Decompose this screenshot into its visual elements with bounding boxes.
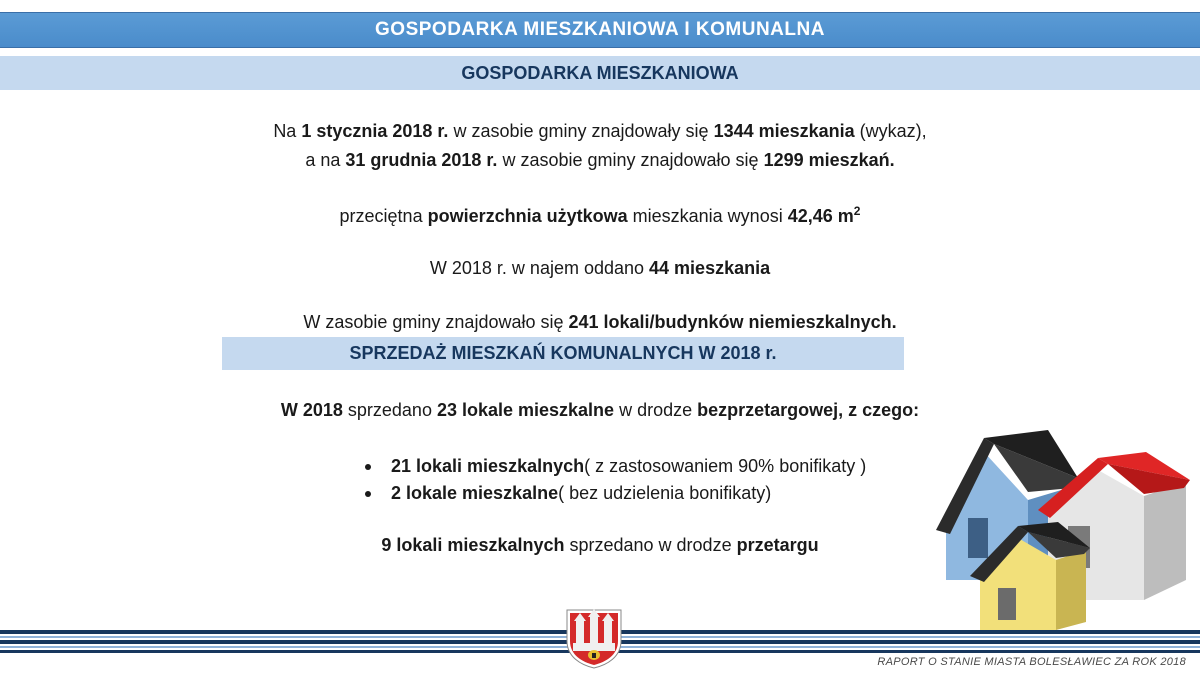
- text: mieszkania wynosi: [627, 206, 788, 226]
- area-value: 42,46 m: [787, 206, 854, 226]
- area-unit-sup: 2: [853, 204, 861, 218]
- sale-header: [222, 337, 904, 370]
- sale-year: W 2018: [280, 400, 343, 420]
- city-crest-icon: [563, 607, 625, 669]
- houses-illustration: [928, 430, 1196, 640]
- section-header: [0, 56, 1200, 90]
- tender-count: 9 lokali mieszkalnych: [381, 535, 565, 555]
- text: (wykaz),: [854, 121, 927, 141]
- sale-mode: bezprzetargowej, z czego:: [697, 400, 920, 420]
- text: w zasobie gminy znajdowało się: [497, 150, 764, 170]
- sale-intro: [0, 400, 1200, 421]
- sale-title: SPRZEDAŻ MIESZKAŃ KOMUNALNYCH W 2018 r.: [349, 343, 777, 363]
- text: w drodze: [614, 400, 698, 420]
- text: przeciętna: [339, 206, 428, 226]
- item-bold: 2 lokale mieszkalne: [391, 483, 559, 503]
- rent-count: 44 mieszkania: [649, 258, 771, 278]
- text: w zasobie gminy znajdowały się: [448, 121, 714, 141]
- date-jan: 1 stycznia 2018 r.: [301, 121, 449, 141]
- text: W 2018 r. w najem oddano: [429, 258, 650, 278]
- bullet-icon: [365, 464, 371, 470]
- tender-mode: przetargu: [736, 535, 819, 555]
- footer-caption: RAPORT O STANIE MIASTA BOLESŁAWIEC ZA ROK 2018: [877, 656, 1186, 668]
- stat-line-area: [0, 204, 1200, 227]
- stat-line-nonres: [0, 312, 1200, 333]
- sale-count: 23 lokale mieszkalne: [436, 400, 615, 420]
- text: W zasobie gminy znajdowało się: [303, 312, 569, 332]
- item-rest: ( bez udzielenia bonifikaty): [558, 483, 772, 503]
- text: sprzedano: [342, 400, 437, 420]
- main-header: [0, 12, 1200, 48]
- nonres-count: 241 lokali/budynków niemieszkalnych.: [568, 312, 897, 332]
- stat-line-jan: [0, 121, 1200, 142]
- section-title: GOSPODARKA MIESZKANIOWA: [461, 62, 739, 83]
- text: a na: [305, 150, 346, 170]
- list-item: [365, 480, 866, 507]
- item-rest: ( z zastosowaniem 90% bonifikaty ): [584, 456, 867, 476]
- count-jan: 1344 mieszkania: [713, 121, 855, 141]
- bullet-icon: [365, 491, 371, 497]
- count-dec: 1299 mieszkań.: [763, 150, 895, 170]
- main-header-title: GOSPODARKA MIESZKANIOWA I KOMUNALNA: [375, 19, 825, 40]
- area-label: powierzchnia użytkowa: [427, 206, 628, 226]
- text: Na: [273, 121, 302, 141]
- sale-list: [365, 453, 866, 507]
- date-dec: 31 grudnia 2018 r.: [345, 150, 498, 170]
- stat-line-dec: [0, 150, 1200, 171]
- stat-line-rent: [0, 258, 1200, 279]
- list-item: [365, 453, 866, 480]
- item-bold: 21 lokali mieszkalnych: [391, 456, 585, 476]
- text: sprzedano w drodze: [564, 535, 737, 555]
